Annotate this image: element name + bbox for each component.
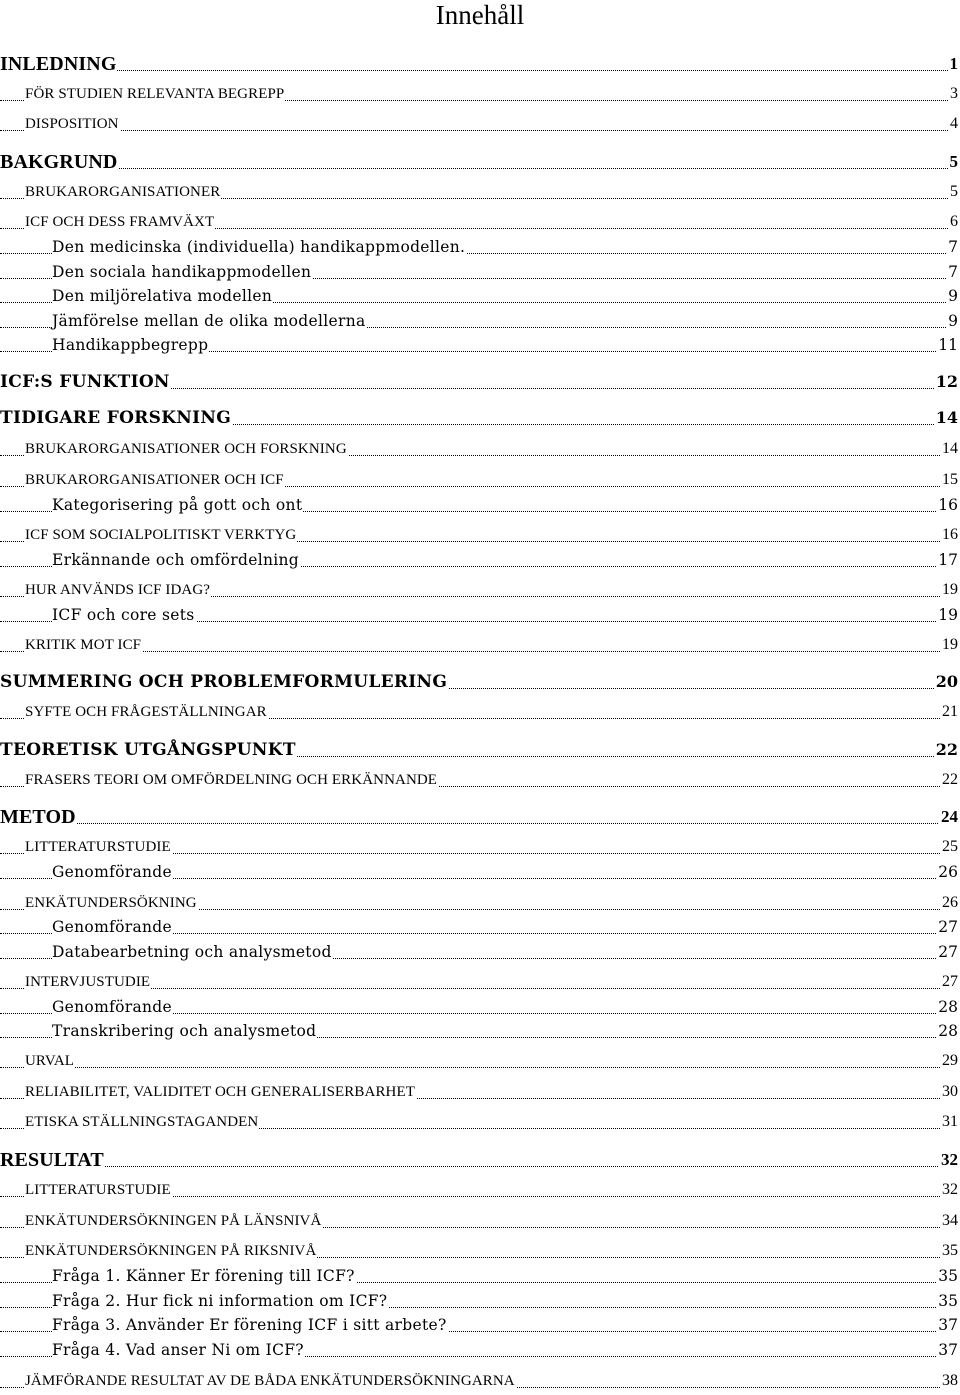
toc-entry-page: 7 <box>948 263 958 281</box>
toc-entry[interactable] <box>0 492 960 516</box>
toc-leader-dots <box>0 651 958 652</box>
toc-entry-page: 12 <box>935 372 958 391</box>
toc-entry-label: SUMMERING OCH PROBLEMFORMULERING <box>0 672 448 692</box>
toc-entry-label: Den miljörelativa modellen <box>52 287 273 305</box>
toc-entry[interactable] <box>0 1208 960 1232</box>
toc-entry-label: ENKÄTUNDERSÖKNINGEN PÅ RIKSNIVÅ <box>25 1240 317 1262</box>
toc-entry-label: Den medicinska (individuella) handikappmodellen. <box>52 238 466 256</box>
toc-entry[interactable] <box>0 632 960 656</box>
toc-entry[interactable] <box>0 834 960 858</box>
toc-entry[interactable] <box>0 111 960 135</box>
toc-entry-label: BRUKARORGANISATIONER OCH ICF <box>25 469 285 491</box>
toc-entry-page: 5 <box>948 181 958 203</box>
toc-leader-dots <box>0 823 958 824</box>
toc-entry-page: 14 <box>935 408 958 427</box>
toc-entry-page: 16 <box>938 496 958 514</box>
toc-entry-page: 28 <box>938 1022 958 1040</box>
toc-entry[interactable] <box>0 602 960 626</box>
page-title: Innehåll <box>435 0 525 30</box>
toc-entry[interactable] <box>0 1048 960 1072</box>
toc-entry-label: KRITIK MOT ICF <box>25 634 142 656</box>
toc-entry[interactable] <box>0 1337 960 1361</box>
toc-entry-label: Fråga 1. Känner Er förening till ICF? <box>52 1267 355 1285</box>
toc-entry-label: Jämförelse mellan de olika modellerna <box>52 312 366 330</box>
toc-entry-page: 35 <box>938 1267 958 1285</box>
toc-entry-page: 29 <box>940 1050 958 1072</box>
toc-entry-page: 38 <box>940 1370 958 1392</box>
toc-entry[interactable] <box>0 209 960 233</box>
toc-entry-label: JÄMFÖRANDE RESULTAT AV DE BÅDA ENKÄTUNDERSÖKNINGARNA <box>25 1370 516 1392</box>
toc-entry-page: 20 <box>935 672 958 691</box>
toc-entry[interactable] <box>0 1079 960 1103</box>
toc-entry[interactable] <box>0 1109 960 1133</box>
toc-entry-page: 1 <box>949 54 958 73</box>
toc-entry[interactable] <box>0 259 960 283</box>
toc-entry-page: 14 <box>940 438 958 460</box>
toc-entry[interactable] <box>0 234 960 258</box>
toc-entry-label: RESULTAT <box>0 1149 104 1171</box>
toc-entry-label: ICF:S FUNKTION <box>0 372 170 392</box>
toc-entry-label: ENKÄTUNDERSÖKNINGEN PÅ LÄNSNIVÅ <box>25 1210 322 1232</box>
toc-entry[interactable] <box>0 51 960 75</box>
toc-entry[interactable] <box>0 1018 960 1042</box>
toc-entry-label: Erkännande och omfördelning <box>52 551 299 569</box>
toc-entry[interactable] <box>0 737 960 761</box>
toc-entry[interactable] <box>0 369 960 393</box>
toc-entry[interactable] <box>0 149 960 173</box>
toc-entry-label: DISPOSITION <box>25 113 120 135</box>
toc-entry-page: 4 <box>948 113 958 135</box>
toc-entry-page: 26 <box>938 863 958 881</box>
toc-entry-label: Fråga 3. Använder Er förening ICF i sitt arbete? <box>52 1316 447 1334</box>
toc-entry-page: 32 <box>940 1179 958 1201</box>
toc-entry[interactable] <box>0 547 960 571</box>
toc-entry-page: 27 <box>940 971 958 993</box>
toc-entry-label: INTERVJUSTUDIE <box>25 971 151 993</box>
toc-entry[interactable] <box>0 1147 960 1171</box>
toc-entry[interactable] <box>0 577 960 601</box>
toc-entry-label: Handikappbegrepp <box>52 336 209 354</box>
toc-entry-label: ENKÄTUNDERSÖKNING <box>25 892 198 914</box>
toc-entry-page: 35 <box>940 1240 958 1262</box>
toc-entry-label: INLEDNING <box>0 53 117 75</box>
toc-entry[interactable] <box>0 332 960 356</box>
toc-entry-page: 27 <box>938 943 958 961</box>
toc-entry-page: 34 <box>940 1210 958 1232</box>
toc-leader-dots <box>0 1067 958 1068</box>
toc-entry-page: 25 <box>940 836 958 858</box>
toc-entry-label: METOD <box>0 806 76 828</box>
toc-leader-dots <box>0 1166 958 1167</box>
toc-entry[interactable] <box>0 914 960 938</box>
toc-entry-page: 37 <box>938 1341 958 1359</box>
toc-entry[interactable] <box>0 81 960 105</box>
toc-entry[interactable] <box>0 994 960 1018</box>
toc-entry-label: Databearbetning och analysmetod <box>52 943 332 961</box>
toc-entry-page: 22 <box>940 769 958 791</box>
toc-entry-page: 3 <box>948 83 958 105</box>
toc-entry[interactable] <box>0 969 960 993</box>
toc-entry[interactable] <box>0 1288 960 1312</box>
toc-leader-dots <box>0 70 958 71</box>
toc-entry[interactable] <box>0 1238 960 1262</box>
toc-entry-label: HUR ANVÄNDS ICF IDAG? <box>25 579 211 601</box>
toc-entry-label: Genomförande <box>52 863 172 881</box>
toc-entry-label: SYFTE OCH FRÅGESTÄLLNINGAR <box>25 701 268 723</box>
toc-entry-page: 21 <box>940 701 958 723</box>
toc-entry-page: 24 <box>941 807 958 826</box>
toc-entry-page: 9 <box>948 312 958 330</box>
toc-entry[interactable] <box>0 522 960 546</box>
toc-entry-page: 22 <box>935 740 958 759</box>
toc-entry[interactable] <box>0 804 960 828</box>
toc-entry-page: 28 <box>938 998 958 1016</box>
toc-entry[interactable] <box>0 767 960 791</box>
toc-entry[interactable] <box>0 1312 960 1336</box>
toc-entry[interactable] <box>0 283 960 307</box>
toc-leader-dots <box>0 130 958 131</box>
toc-entry[interactable] <box>0 405 960 429</box>
toc-entry-label: Genomförande <box>52 918 172 936</box>
toc-entry-page: 5 <box>949 152 958 171</box>
toc-entry-label: Kategorisering på gott och ont <box>52 496 303 514</box>
toc-entry[interactable] <box>0 890 960 914</box>
toc-entry-label: FRASERS TEORI OM OMFÖRDELNING OCH ERKÄNNANDE <box>25 769 438 791</box>
toc-entry[interactable] <box>0 467 960 491</box>
toc-entry[interactable] <box>0 1177 960 1201</box>
toc-entry-label: TEORETISK UTGÅNGSPUNKT <box>0 740 296 760</box>
toc-entry-page: 27 <box>938 918 958 936</box>
toc-entry-page: 15 <box>940 469 958 491</box>
toc-entry-label: RELIABILITET, VALIDITET OCH GENERALISERBARHET <box>25 1081 416 1103</box>
toc-entry[interactable] <box>0 1368 960 1392</box>
toc-entry[interactable] <box>0 308 960 332</box>
toc-entry-label: BRUKARORGANISATIONER OCH FORSKNING <box>25 438 348 460</box>
toc-entry-page: 35 <box>938 1292 958 1310</box>
toc-entry-label: ICF och core sets <box>52 606 195 624</box>
toc-entry-label: ETISKA STÄLLNINGSTAGANDEN <box>25 1111 259 1133</box>
toc-entry-label: LITTERATURSTUDIE <box>25 1179 172 1201</box>
toc-entry[interactable] <box>0 179 960 203</box>
toc-entry-label: FÖR STUDIEN RELEVANTA BEGREPP <box>25 83 285 105</box>
toc-entry-label: Fråga 4. Vad anser Ni om ICF? <box>52 1341 304 1359</box>
toc-entry-page: 26 <box>940 892 958 914</box>
toc-entry-label: Den sociala handikappmodellen <box>52 263 312 281</box>
toc-entry-label: LITTERATURSTUDIE <box>25 836 172 858</box>
toc-entry-page: 31 <box>940 1111 958 1133</box>
toc-entry-page: 37 <box>938 1316 958 1334</box>
toc-entry[interactable] <box>0 859 960 883</box>
toc-entry-label: Transkribering och analysmetod <box>52 1022 317 1040</box>
toc-leader-dots <box>0 168 958 169</box>
toc-entry-label: ICF SOM SOCIALPOLITISKT VERKTYG <box>25 524 297 546</box>
toc-entry[interactable] <box>0 699 960 723</box>
toc-entry-label: Genomförande <box>52 998 172 1016</box>
toc-entry-page: 7 <box>948 238 958 256</box>
toc-entry-label: URVAL <box>25 1050 75 1072</box>
toc-entry[interactable] <box>0 1263 960 1287</box>
toc-entry-label: ICF OCH DESS FRAMVÄXT <box>25 211 215 233</box>
toc-entry-label: BAKGRUND <box>0 151 118 173</box>
toc-entry-page: 16 <box>940 524 958 546</box>
toc-entry-page: 32 <box>941 1150 958 1169</box>
toc-entry-label: TIDIGARE FORSKNING <box>0 408 232 428</box>
toc-entry-page: 19 <box>938 606 958 624</box>
toc-entry-page: 9 <box>948 287 958 305</box>
toc-entry-page: 17 <box>938 551 958 569</box>
toc-entry-page: 19 <box>940 634 958 656</box>
toc-entry[interactable] <box>0 669 960 693</box>
toc-entry-page: 6 <box>948 211 958 233</box>
toc-entry-label: BRUKARORGANISATIONER <box>25 181 221 203</box>
toc-entry-page: 30 <box>940 1081 958 1103</box>
toc-entry-page: 11 <box>938 336 958 354</box>
toc-entry[interactable] <box>0 939 960 963</box>
toc-entry-label: Fråga 2. Hur fick ni information om ICF? <box>52 1292 388 1310</box>
toc-entry[interactable] <box>0 436 960 460</box>
toc-entry-page: 19 <box>940 579 958 601</box>
